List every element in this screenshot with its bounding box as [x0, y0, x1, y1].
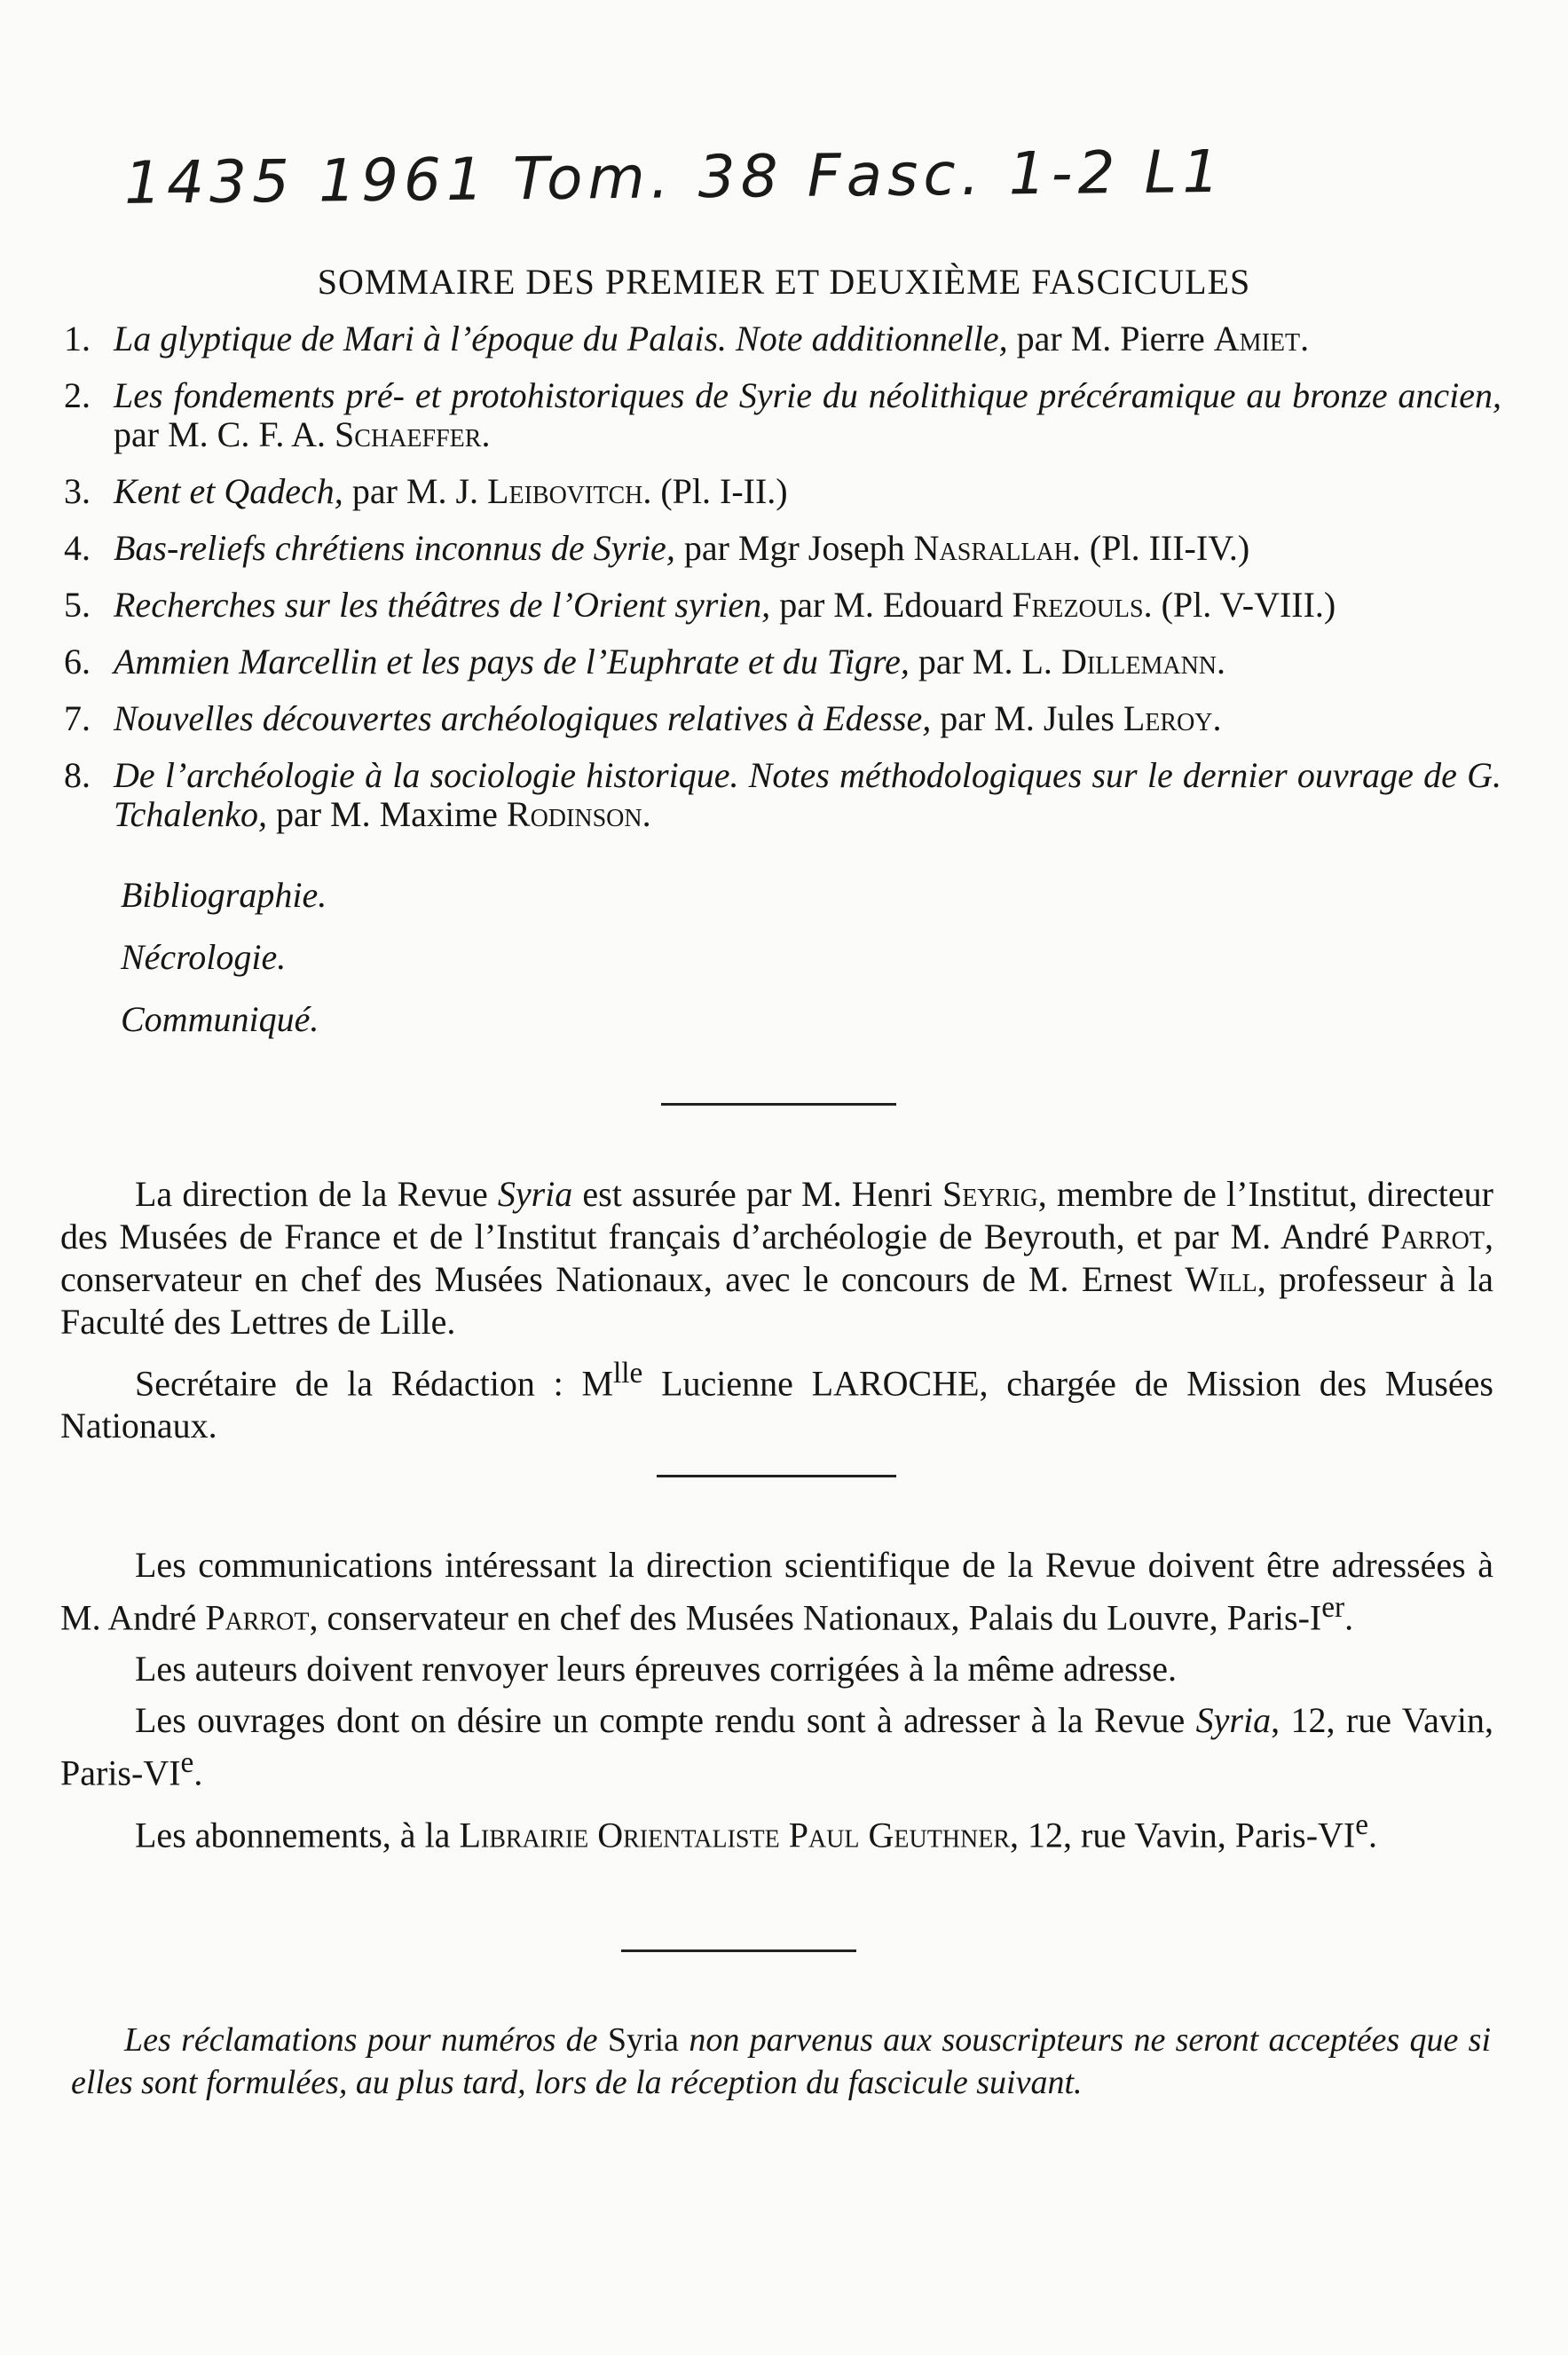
communique-heading: Communiqué. — [121, 999, 319, 1039]
article-title: La glyptique de Mari à l’époque du Palais. Note additionnelle, — [114, 319, 1008, 358]
text-run: Les abonnements, à la — [135, 1814, 460, 1855]
text-run: Les communications intéressant la direction scientifique de la Revue doivent être adressées à M. André — [60, 1545, 1493, 1638]
toc-entry — [114, 699, 1501, 738]
toc-number: 4. — [64, 528, 91, 568]
author-name: Leibovitch — [487, 471, 643, 511]
superscript: er — [1321, 1591, 1345, 1624]
article-title: De l’archéologie à la sociologie historique. Notes méthodologiques sur le dernier ouvrage de G. Tchalenko, — [114, 755, 1501, 834]
entry-tail: . (Pl. I-II.) — [642, 471, 788, 511]
text-run: , conservateur en chef des Musées Nationaux, avec le concours de M. Ernest — [60, 1217, 1493, 1299]
toc-number: 2. — [64, 375, 91, 415]
toc-item — [64, 376, 1501, 454]
communications-paragraph — [60, 1544, 1493, 1639]
by-line: par M. Pierre — [1007, 319, 1214, 358]
text-run: Les réclamations pour numéros de — [124, 2021, 608, 2059]
by-line: par M. L. — [909, 642, 1061, 681]
toc-item — [64, 319, 1501, 358]
direction-paragraph — [60, 1173, 1493, 1343]
entry-tail: . — [481, 414, 491, 454]
by-line: par M. Maxime — [266, 794, 507, 834]
article-title: Nouvelles découvertes archéologiques relatives à Edesse, — [114, 698, 932, 738]
bibliographie-heading: Bibliographie. — [121, 875, 327, 915]
toc-entry — [114, 756, 1501, 834]
toc-number: 3. — [64, 471, 91, 511]
journal-name: Syria — [607, 2021, 680, 2059]
authors-paragraph: Les auteurs doivent renvoyer leurs épreuves corrigées à la même adresse. — [135, 1649, 1177, 1689]
section-divider — [657, 1475, 896, 1477]
article-title: Kent et Qadech, — [114, 471, 343, 511]
article-title: Les fondements pré- et protohistoriques de Syrie du néolithique précéramique au bronze ancien, — [114, 375, 1501, 415]
author-name: Dillemann — [1060, 642, 1217, 681]
superscript: lle — [613, 1357, 643, 1390]
text-run: Secrétaire de la Rédaction : M — [135, 1363, 614, 1404]
by-line: par Mgr Joseph — [674, 528, 914, 568]
toc-item — [64, 699, 1501, 738]
by-line: par M. Edouard — [770, 585, 1013, 625]
person-name: Parrot — [205, 1597, 310, 1638]
toc-item — [64, 756, 1501, 834]
toc-entry — [114, 586, 1501, 625]
entry-tail: . (Pl. III-IV.) — [1071, 528, 1250, 568]
text-run: La direction de la Revue — [135, 1174, 498, 1214]
entry-tail: . (Pl. V-VIII.) — [1143, 585, 1336, 625]
communications-section — [60, 1544, 1493, 1865]
toc-entry — [114, 529, 1501, 568]
toc-number: 8. — [64, 755, 91, 795]
reclamations-note — [71, 2019, 1491, 2104]
subscriptions-paragraph — [60, 1804, 1493, 1856]
author-name: Rodinson — [506, 794, 642, 834]
person-name: Seyrig — [942, 1174, 1038, 1214]
by-line: par M. Jules — [931, 698, 1123, 738]
text-run: est assurée par M. Henri — [572, 1174, 942, 1214]
toc-number: 7. — [64, 698, 91, 738]
text-run: . — [1368, 1814, 1378, 1855]
section-divider — [661, 1103, 896, 1106]
author-name: Schaeffer — [335, 414, 482, 454]
superscript: e — [180, 1746, 194, 1780]
entry-tail: . — [1300, 319, 1310, 358]
text-run: , 12, rue Vavin, Paris-VI — [60, 1700, 1494, 1793]
article-title: Bas-reliefs chrétiens inconnus de Syrie, — [114, 528, 675, 568]
by-line: par M. J. — [343, 471, 488, 511]
text-run: Les ouvrages dont on désire un compte rendu sont à adresser à la Revue — [135, 1700, 1196, 1741]
journal-name: Syria — [497, 1174, 573, 1214]
person-name: Parrot — [1380, 1217, 1485, 1256]
toc-entry — [114, 319, 1501, 358]
publisher-name: Librairie Orientaliste Paul Geuthner — [459, 1814, 1011, 1855]
text-run: , 12, rue Vavin, Paris-VI — [1010, 1814, 1356, 1855]
author-name: Amiet — [1213, 319, 1301, 358]
table-of-contents — [64, 319, 1501, 852]
toc-number: 1. — [64, 319, 91, 358]
direction-section — [60, 1173, 1493, 1456]
entry-tail: . — [642, 794, 651, 834]
superscript: e — [1355, 1808, 1369, 1841]
author-name: Frezouls — [1012, 585, 1144, 625]
toc-entry — [114, 472, 1501, 511]
toc-item — [64, 586, 1501, 625]
toc-item — [64, 642, 1501, 681]
toc-number: 6. — [64, 642, 91, 681]
author-name: Nasrallah — [913, 528, 1072, 568]
text-run: . — [193, 1752, 203, 1793]
toc-item — [64, 472, 1501, 511]
handwritten-shelfmark: 1435 1961 Tom. 38 Fasc. 1-2 L1 — [123, 137, 1225, 217]
person-name: Will — [1185, 1259, 1257, 1299]
text-run: non parvenus aux souscripteurs ne seront acceptées que si elles sont formulées, au plus tard, lors de la réception du fascicule suivant. — [71, 2021, 1492, 2101]
reviews-paragraph — [60, 1699, 1493, 1794]
text-run: , professeur à la Faculté des Lettres de Lille. — [60, 1259, 1493, 1342]
by-line: par M. C. F. A. — [114, 414, 335, 454]
toc-entry — [114, 642, 1501, 681]
text-run: , conservateur en chef des Musées Nationaux, Palais du Louvre, Paris-I — [309, 1597, 1322, 1638]
entry-tail: . — [1217, 642, 1226, 681]
toc-item — [64, 529, 1501, 568]
section-divider — [621, 1949, 856, 1952]
article-title: Ammien Marcellin et les pays de l’Euphrate et du Tigre, — [114, 642, 910, 681]
article-title: Recherches sur les théâtres de l’Orient syrien, — [114, 585, 771, 625]
entry-tail: . — [1212, 698, 1222, 738]
summary-title: SOMMAIRE DES PREMIER ET DEUXIÈME FASCICULES — [317, 262, 1251, 302]
toc-number: 5. — [64, 585, 91, 625]
secretary-paragraph — [60, 1352, 1493, 1447]
author-name: Leroy — [1123, 698, 1213, 738]
journal-name: Syria — [1195, 1700, 1272, 1741]
necrologie-heading: Nécrologie. — [121, 937, 287, 977]
toc-entry — [114, 376, 1501, 454]
text-run: Lucienne LAROCHE, chargée de Mission des Musées Nationaux. — [60, 1363, 1493, 1446]
text-run: , membre de l’Institut, directeur des Musées de France et de l’Institut français d’archéologie de Beyrouth, et par M. André — [60, 1174, 1493, 1256]
text-run: . — [1344, 1597, 1354, 1638]
